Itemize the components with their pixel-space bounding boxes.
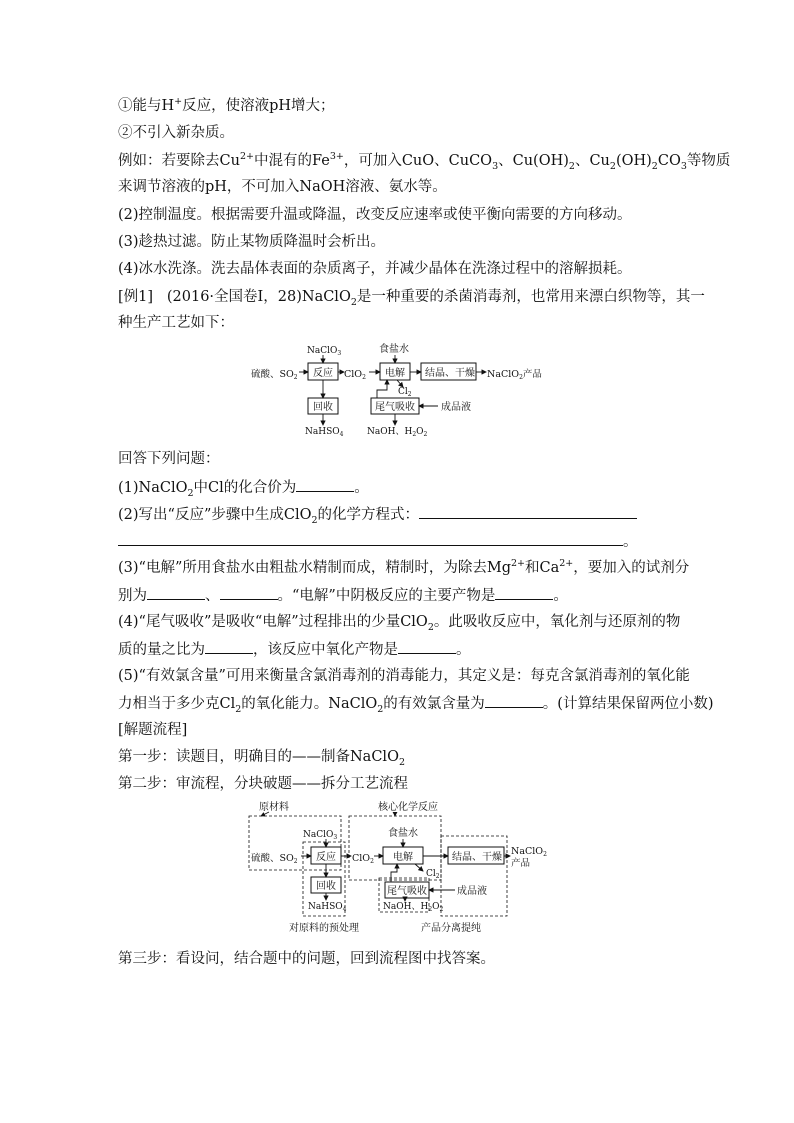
- question-2: (2)写出“反应”步骤中生成ClO$_2$的化学方程式：: [118, 504, 683, 525]
- answer-blank[interactable]: [147, 585, 205, 600]
- answer-blank[interactable]: [419, 504, 637, 519]
- label-salt-water: 食盐水: [379, 344, 409, 355]
- label-finished-liquid: 成品液: [457, 886, 487, 897]
- text-line: 种生产工艺如下：: [118, 315, 234, 331]
- process-flow-diagram: [245, 338, 555, 440]
- answer-blank[interactable]: [398, 639, 456, 654]
- label-naclo3: NaClO$_3$: [307, 346, 342, 357]
- answer-blank[interactable]: [220, 585, 278, 600]
- label-nahso4: NaHSO$_4$: [308, 902, 347, 913]
- label-core-reaction: 核心化学反应: [378, 802, 438, 813]
- label-separation: 产品分离提纯: [421, 923, 481, 934]
- question-2-cont: 。: [118, 531, 683, 552]
- step-2: 第二步：审流程，分块破题——拆分工艺流程: [118, 776, 408, 792]
- dashed-regions: [249, 816, 507, 916]
- label-salt-water: 食盐水: [388, 828, 418, 839]
- label-cl2: $Cl_2$: [426, 869, 440, 880]
- question-3-cont: 别为 、 。“电解”中阴极反应的主要产物是 。: [118, 585, 683, 606]
- label-cl2: $Cl_2$: [398, 387, 412, 398]
- label-nahso4: NaHSO$_4$: [305, 427, 344, 438]
- text-line: (4)冰水洗涤。洗去晶体表面的杂质离子，并减少晶体在洗涤过程中的溶解损耗。: [118, 261, 632, 277]
- label-tail-gas: 尾气吸收: [375, 402, 415, 413]
- label-crystallize: 结晶、干燥: [425, 368, 475, 379]
- annotated-flow-diagram: [245, 798, 565, 938]
- text-line: (2)控制温度。根据需要升温或降温，改变反应速率或使平衡向需要的方向移动。: [118, 207, 632, 223]
- answer-blank[interactable]: [205, 639, 253, 654]
- text-line: 来调节溶液的pH，不可加入NaOH溶液、氨水等。: [118, 179, 447, 195]
- question-3: (3)“电解”所用食盐水由粗盐水精制而成，精制时，为除去$Mg^{2+}$和$Ca^{2+}$，要加入的试剂分: [118, 558, 690, 576]
- label-naclo3: NaClO$_3$: [303, 830, 338, 841]
- answer-blank[interactable]: [118, 531, 623, 546]
- text-line: 回答下列问题：: [118, 451, 220, 467]
- label-acid: 硫酸、$SO_2$: [251, 853, 298, 865]
- label-product: NaClO$_2$: [511, 846, 547, 858]
- label-reactor: 反应: [316, 852, 336, 863]
- text-line: ①能与H+反应，使溶液pH增大；: [118, 96, 335, 114]
- text-line: 例如：若要除去$Cu^{2+}$中混有的$Fe^{3+}$，可加入CuO、CuCO$_3$、$Cu(OH)_2$、$Cu_2(OH)_2CO_3$等物质: [118, 151, 731, 172]
- step-1: 第一步：读题目，明确目的——制备NaClO$_2$: [118, 749, 405, 768]
- label-raw-material: 原材料: [259, 802, 289, 813]
- label-electrolysis: 电解: [385, 368, 405, 379]
- answer-blank[interactable]: [495, 585, 553, 600]
- label-clo2: ClO$_2$: [344, 369, 366, 381]
- answer-blank[interactable]: [296, 477, 354, 492]
- label-reactor: 反应: [313, 368, 333, 379]
- label-crystallize: 结晶、干燥: [452, 852, 502, 863]
- label-naoh-h2o2: NaOH、$H_2O_2$: [367, 427, 428, 438]
- label-electrolysis: 电解: [393, 852, 413, 863]
- label-finished-liquid: 成品液: [441, 402, 471, 413]
- question-5: (5)“有效氯含量”可用来衡量含氯消毒剂的消毒能力，其定义是：每克含氯消毒剂的氧化能: [118, 668, 690, 684]
- step-3: 第三步：看设问，结合题中的问题，回到流程图中找答案。: [118, 951, 495, 967]
- text-line: [解题流程]: [118, 722, 188, 738]
- label-naoh-h2o2: NaOH、$H_2O_2$: [383, 902, 444, 913]
- answer-blank[interactable]: [485, 693, 543, 708]
- label-product: NaClO$_2$产品: [487, 369, 542, 381]
- label-recovery: 回收: [313, 402, 333, 413]
- text-line: [例1] (2016·全国卷Ⅰ，28)NaClO$_2$是一种重要的杀菌消毒剂，也常用来漂白织物等，其一: [118, 289, 705, 308]
- question-4-cont: 质的量之比为 ，该反应中氧化产物是 。: [118, 639, 683, 660]
- question-5-cont: 力相当于多少克$Cl_2$的氧化能力。NaClO$_2$的有效氯含量为 。(计算结果保留两位小数): [118, 693, 683, 714]
- label-pretreatment: 对原料的预处理: [289, 923, 359, 934]
- question-4: (4)“尾气吸收”是吸收“电解”过程排出的少量ClO$_2$。此吸收反应中，氧化剂与还原剂的物: [118, 614, 681, 633]
- label-clo2: ClO$_2$: [352, 853, 374, 865]
- text-line: ②不引入新杂质。: [118, 125, 234, 141]
- text-line: (3)趁热过滤。防止某物质降温时会析出。: [118, 234, 386, 250]
- label-recovery: 回收: [316, 881, 336, 892]
- question-1: (1)NaClO$_2$中Cl的化合价为 。: [118, 477, 683, 498]
- label-acid: 硫酸、$SO_2$: [251, 369, 298, 381]
- label-tail-gas: 尾气吸收: [387, 886, 427, 897]
- label-product-word: 产品: [511, 858, 531, 869]
